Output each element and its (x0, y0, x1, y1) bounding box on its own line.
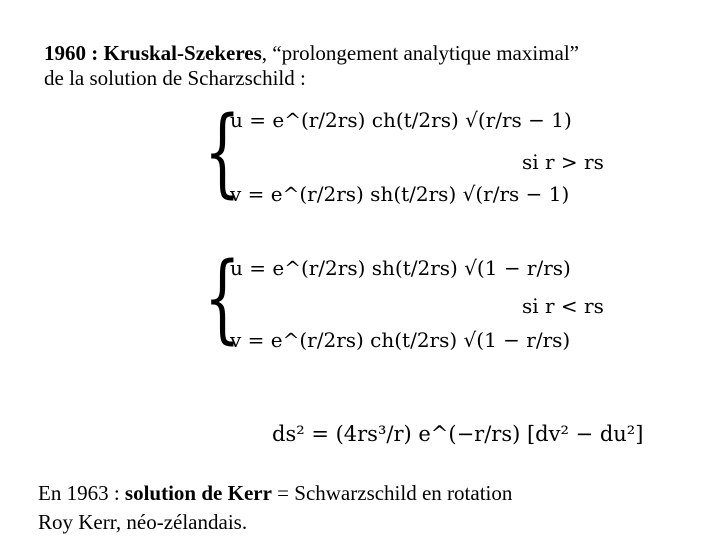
equation-v-block-2 (230, 328, 570, 352)
metric-text: ds² = (4rs³/r) e^(−r/rs) [dv² − du²] (272, 422, 644, 446)
eq-v1-text: v = e^(r/2rs) sh(t/2rs) √(r/rs − 1) (230, 182, 570, 206)
intro-line-2: de la solution de Scharzschild : (44, 66, 306, 90)
intro-year: 1960 : (44, 41, 104, 65)
eq-u2-text: u = e^(r/2rs) sh(t/2rs) √(1 − r/rs) (230, 256, 571, 280)
equation-u-block-1 (230, 108, 572, 132)
eq-v2-text: v = e^(r/2rs) ch(t/2rs) √(1 − r/rs) (230, 328, 571, 352)
metric-equation (272, 422, 643, 446)
equation-u-block-2 (230, 256, 571, 280)
footer-kerr: solution de Kerr (124, 481, 272, 505)
footer-line-2: Roy Kerr, néo-zélandais. (38, 510, 248, 534)
condition-block-1: si r > rs (522, 150, 604, 174)
footer-year: En 1963 : (38, 481, 125, 505)
eq-u1-text: u = e^(r/2rs) ch(t/2rs) √(r/rs − 1) (230, 108, 572, 132)
footer-rest: = Schwarzschild en rotation (271, 481, 513, 505)
brace-block-2: { (204, 242, 241, 354)
intro-names: Kruskal-Szekeres (103, 41, 262, 65)
equation-v-block-1 (230, 182, 569, 206)
intro-line-1 (44, 41, 579, 65)
brace-block-1: { (204, 96, 241, 208)
footer-line-1 (38, 481, 512, 505)
condition-block-2: si r < rs (522, 294, 604, 318)
intro-rest: , “prolongement analytique maximal” (261, 41, 580, 65)
